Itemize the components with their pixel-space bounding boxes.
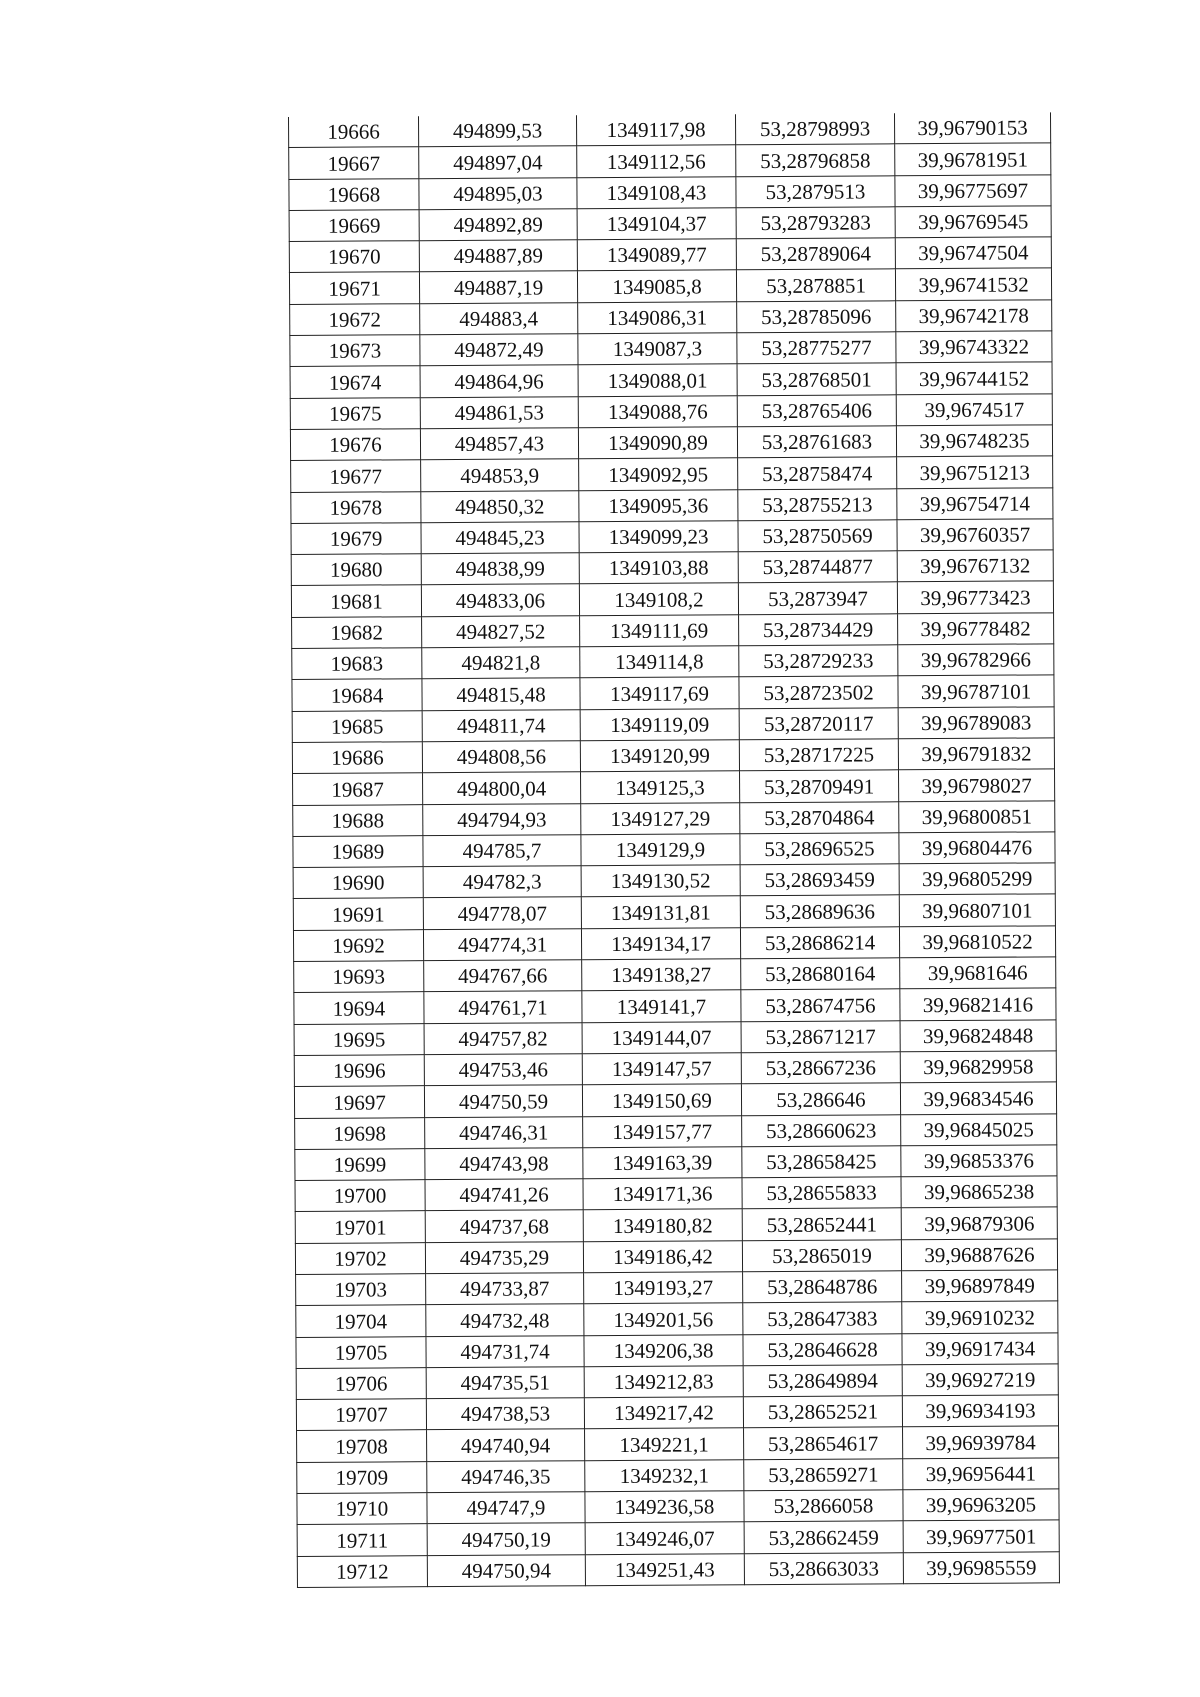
table-row: [289, 112, 1051, 147]
point-number-cell: 19673: [290, 335, 420, 367]
longitude-cell: 39,96760357: [897, 519, 1053, 551]
y-coordinate-cell: 1349236,58: [585, 1491, 744, 1523]
y-coordinate-cell: 1349147,57: [582, 1053, 741, 1085]
latitude-cell: 53,28686214: [740, 926, 899, 958]
latitude-cell: 53,28689636: [740, 895, 899, 927]
point-number-cell: 19685: [292, 710, 422, 742]
table-row: [296, 1332, 1058, 1368]
longitude-cell: 39,96865238: [901, 1176, 1057, 1208]
x-coordinate-cell: 494887,19: [419, 271, 577, 303]
point-number-cell: 19684: [292, 679, 422, 711]
latitude-cell: 53,28758474: [738, 457, 897, 489]
point-number-cell: 19682: [292, 616, 422, 648]
point-number-cell: 19671: [289, 272, 419, 304]
latitude-cell: 53,28655833: [742, 1177, 901, 1209]
x-coordinate-cell: 494897,04: [419, 146, 577, 178]
table-row: [296, 1301, 1058, 1337]
point-number-cell: 19674: [290, 366, 420, 398]
y-coordinate-cell: 1349119,09: [580, 708, 739, 740]
y-coordinate-cell: 1349157,77: [583, 1115, 742, 1147]
point-number-cell: 19696: [294, 1055, 424, 1087]
x-coordinate-cell: 494735,29: [425, 1241, 583, 1273]
y-coordinate-cell: 1349221,1: [585, 1428, 744, 1460]
x-coordinate-cell: 494750,94: [427, 1554, 585, 1586]
x-coordinate-cell: 494872,49: [420, 334, 578, 366]
latitude-cell: 53,28789064: [736, 238, 895, 270]
table-row: [296, 1270, 1058, 1306]
x-coordinate-cell: 494767,66: [424, 960, 582, 992]
longitude-cell: 39,96927219: [902, 1364, 1058, 1396]
latitude-cell: 53,28720117: [739, 707, 898, 739]
y-coordinate-cell: 1349095,36: [579, 489, 738, 521]
y-coordinate-cell: 1349163,39: [583, 1147, 742, 1179]
longitude-cell: 39,96985559: [903, 1551, 1059, 1583]
y-coordinate-cell: 1349103,88: [579, 552, 738, 584]
x-coordinate-cell: 494782,3: [423, 866, 581, 898]
point-number-cell: 19703: [296, 1274, 426, 1306]
latitude-cell: 53,28646628: [743, 1333, 902, 1365]
x-coordinate-cell: 494741,26: [425, 1179, 583, 1211]
longitude-cell: 39,9674517: [896, 394, 1052, 426]
latitude-cell: 53,28674756: [741, 989, 900, 1021]
x-coordinate-cell: 494750,59: [424, 1085, 582, 1117]
table-row: [291, 487, 1053, 523]
table-row: [292, 675, 1054, 711]
longitude-cell: 39,96834546: [900, 1082, 1056, 1114]
x-coordinate-cell: 494815,48: [422, 678, 580, 710]
longitude-cell: 39,96853376: [901, 1145, 1057, 1177]
point-number-cell: 19710: [297, 1493, 427, 1525]
y-coordinate-cell: 1349088,01: [578, 364, 737, 396]
latitude-cell: 53,28729233: [739, 645, 898, 677]
table-row: [294, 1082, 1056, 1118]
y-coordinate-cell: 1349232,1: [585, 1460, 744, 1492]
coordinates-table-body: [289, 112, 1060, 1587]
y-coordinate-cell: 1349117,98: [576, 114, 735, 146]
y-coordinate-cell: 1349246,07: [585, 1522, 744, 1554]
x-coordinate-cell: 494892,89: [419, 209, 577, 241]
point-number-cell: 19697: [294, 1086, 424, 1118]
table-row: [295, 1207, 1057, 1243]
x-coordinate-cell: 494811,74: [422, 709, 580, 741]
x-coordinate-cell: 494833,06: [421, 584, 579, 616]
latitude-cell: 53,28652441: [742, 1208, 901, 1240]
latitude-cell: 53,28765406: [737, 394, 896, 426]
longitude-cell: 39,96787101: [898, 675, 1054, 707]
latitude-cell: 53,28662459: [744, 1521, 903, 1553]
table-row: [294, 1051, 1056, 1087]
latitude-cell: 53,28659271: [744, 1459, 903, 1491]
longitude-cell: 39,96751213: [897, 456, 1053, 488]
table-row: [290, 394, 1052, 430]
latitude-cell: 53,28798993: [735, 113, 894, 145]
y-coordinate-cell: 1349090,89: [578, 427, 737, 459]
point-number-cell: 19694: [294, 992, 424, 1024]
latitude-cell: 53,28793283: [736, 207, 895, 239]
longitude-cell: 39,96800851: [899, 800, 1055, 832]
latitude-cell: 53,28667236: [741, 1052, 900, 1084]
longitude-cell: 39,96804476: [899, 832, 1055, 864]
y-coordinate-cell: 1349131,81: [581, 896, 740, 928]
longitude-cell: 39,96778482: [898, 613, 1054, 645]
table-row: [297, 1520, 1059, 1556]
latitude-cell: 53,28696525: [740, 833, 899, 865]
latitude-cell: 53,28671217: [741, 1020, 900, 1052]
table-row: [295, 1113, 1057, 1149]
y-coordinate-cell: 1349088,76: [578, 395, 737, 427]
longitude-cell: 39,96790153: [894, 112, 1050, 144]
longitude-cell: 39,96805299: [899, 863, 1055, 895]
longitude-cell: 39,96798027: [899, 769, 1055, 801]
longitude-cell: 39,96810522: [899, 926, 1055, 958]
x-coordinate-cell: 494774,31: [423, 928, 581, 960]
x-coordinate-cell: 494853,9: [421, 459, 579, 491]
longitude-cell: 39,96934193: [902, 1395, 1058, 1427]
point-number-cell: 19698: [295, 1117, 425, 1149]
latitude-cell: 53,28768501: [737, 363, 896, 395]
table-row: [294, 988, 1056, 1024]
latitude-cell: 53,2873947: [738, 582, 897, 614]
table-row: [291, 581, 1053, 617]
table-row: [293, 832, 1055, 868]
point-number-cell: 19702: [295, 1242, 425, 1274]
y-coordinate-cell: 1349125,3: [581, 771, 740, 803]
x-coordinate-cell: 494827,52: [422, 615, 580, 647]
y-coordinate-cell: 1349130,52: [581, 865, 740, 897]
point-number-cell: 19677: [291, 460, 421, 492]
longitude-cell: 39,96775697: [895, 174, 1051, 206]
point-number-cell: 19704: [296, 1305, 426, 1337]
longitude-cell: 39,96821416: [900, 988, 1056, 1020]
table-row: [297, 1551, 1059, 1587]
latitude-cell: 53,28704864: [740, 801, 899, 833]
latitude-cell: 53,28750569: [738, 520, 897, 552]
x-coordinate-cell: 494746,35: [427, 1460, 585, 1492]
x-coordinate-cell: 494845,23: [421, 522, 579, 554]
x-coordinate-cell: 494757,82: [424, 1022, 582, 1054]
latitude-cell: 53,2865019: [742, 1239, 901, 1271]
longitude-cell: 39,96741532: [895, 268, 1051, 300]
longitude-cell: 39,96807101: [899, 894, 1055, 926]
x-coordinate-cell: 494785,7: [423, 835, 581, 867]
x-coordinate-cell: 494747,9: [427, 1492, 585, 1524]
point-number-cell: 19670: [289, 241, 419, 273]
latitude-cell: 53,28755213: [738, 488, 897, 520]
y-coordinate-cell: 1349141,7: [582, 990, 741, 1022]
x-coordinate-cell: 494743,98: [425, 1148, 583, 1180]
y-coordinate-cell: 1349129,9: [581, 834, 740, 866]
table-row: [289, 206, 1051, 242]
latitude-cell: 53,28652521: [743, 1396, 902, 1428]
y-coordinate-cell: 1349138,27: [582, 959, 741, 991]
latitude-cell: 53,28647383: [743, 1302, 902, 1334]
latitude-cell: 53,2879513: [736, 175, 895, 207]
table-row: [292, 644, 1054, 680]
table-row: [295, 1145, 1057, 1181]
x-coordinate-cell: 494732,48: [426, 1304, 584, 1336]
y-coordinate-cell: 1349134,17: [581, 927, 740, 959]
y-coordinate-cell: 1349114,8: [580, 646, 739, 678]
longitude-cell: 39,96782966: [898, 644, 1054, 676]
point-number-cell: 19705: [296, 1336, 426, 1368]
y-coordinate-cell: 1349201,56: [584, 1303, 743, 1335]
longitude-cell: 39,96829958: [900, 1051, 1056, 1083]
point-number-cell: 19683: [292, 648, 422, 680]
longitude-cell: 39,96963205: [903, 1489, 1059, 1521]
y-coordinate-cell: 1349186,42: [583, 1240, 742, 1272]
point-number-cell: 19666: [289, 116, 419, 148]
table-row: [290, 425, 1052, 461]
table-row: [293, 800, 1055, 836]
table-row: [297, 1458, 1059, 1494]
latitude-cell: 53,28693459: [740, 864, 899, 896]
table-row: [293, 863, 1055, 899]
y-coordinate-cell: 1349085,8: [577, 270, 736, 302]
point-number-cell: 19706: [296, 1368, 426, 1400]
x-coordinate-cell: 494733,87: [426, 1273, 584, 1305]
table-row: [293, 769, 1055, 805]
longitude-cell: 39,96917434: [902, 1332, 1058, 1364]
longitude-cell: 39,96769545: [895, 206, 1051, 238]
longitude-cell: 39,96743322: [896, 331, 1052, 363]
table-row: [290, 331, 1052, 367]
x-coordinate-cell: 494899,53: [418, 115, 576, 147]
point-number-cell: 19672: [290, 303, 420, 335]
table-row: [289, 237, 1051, 273]
x-coordinate-cell: 494838,99: [421, 553, 579, 585]
latitude-cell: 53,28761683: [737, 426, 896, 458]
latitude-cell: 53,28796858: [736, 144, 895, 176]
y-coordinate-cell: 1349086,31: [578, 302, 737, 334]
table-row: [292, 738, 1054, 774]
longitude-cell: 39,96910232: [902, 1301, 1058, 1333]
y-coordinate-cell: 1349099,23: [579, 521, 738, 553]
y-coordinate-cell: 1349108,43: [577, 176, 736, 208]
table-row: [296, 1395, 1058, 1431]
y-coordinate-cell: 1349206,38: [584, 1334, 743, 1366]
coordinates-table: [288, 112, 1060, 1588]
x-coordinate-cell: 494887,89: [419, 240, 577, 272]
latitude-cell: 53,2878851: [736, 269, 895, 301]
table-row: [291, 550, 1053, 586]
y-coordinate-cell: 1349144,07: [582, 1021, 741, 1053]
longitude-cell: 39,96897849: [902, 1270, 1058, 1302]
y-coordinate-cell: 1349087,3: [578, 333, 737, 365]
x-coordinate-cell: 494735,51: [426, 1367, 584, 1399]
latitude-cell: 53,28680164: [741, 958, 900, 990]
x-coordinate-cell: 494740,94: [427, 1429, 585, 1461]
longitude-cell: 39,96879306: [901, 1207, 1057, 1239]
latitude-cell: 53,28649894: [743, 1365, 902, 1397]
table-row: [295, 1176, 1057, 1212]
table-row: [289, 268, 1051, 304]
y-coordinate-cell: 1349217,42: [584, 1397, 743, 1429]
table-row: [297, 1489, 1059, 1525]
point-number-cell: 19708: [297, 1430, 427, 1462]
point-number-cell: 19667: [289, 147, 419, 179]
table-row: [291, 519, 1053, 555]
longitude-cell: 39,96939784: [903, 1426, 1059, 1458]
x-coordinate-cell: 494794,93: [423, 803, 581, 835]
point-number-cell: 19679: [291, 523, 421, 555]
table-row: [291, 456, 1053, 492]
y-coordinate-cell: 1349108,2: [579, 583, 738, 615]
point-number-cell: 19690: [293, 867, 423, 899]
longitude-cell: 39,96887626: [901, 1239, 1057, 1271]
x-coordinate-cell: 494746,31: [425, 1116, 583, 1148]
y-coordinate-cell: 1349111,69: [580, 615, 739, 647]
point-number-cell: 19669: [289, 210, 419, 242]
y-coordinate-cell: 1349180,82: [583, 1209, 742, 1241]
latitude-cell: 53,28663033: [744, 1552, 903, 1584]
latitude-cell: 53,28660623: [742, 1114, 901, 1146]
x-coordinate-cell: 494850,32: [421, 490, 579, 522]
point-number-cell: 19686: [292, 742, 422, 774]
table-row: [290, 300, 1052, 336]
table-row: [289, 174, 1051, 210]
point-number-cell: 19693: [294, 961, 424, 993]
x-coordinate-cell: 494800,04: [423, 772, 581, 804]
point-number-cell: 19695: [294, 1023, 424, 1055]
y-coordinate-cell: 1349212,83: [584, 1366, 743, 1398]
point-number-cell: 19675: [290, 397, 420, 429]
longitude-cell: 39,96754714: [897, 487, 1053, 519]
x-coordinate-cell: 494731,74: [426, 1335, 584, 1367]
latitude-cell: 53,28723502: [739, 676, 898, 708]
y-coordinate-cell: 1349117,69: [580, 677, 739, 709]
point-number-cell: 19707: [296, 1399, 426, 1431]
point-number-cell: 19700: [295, 1180, 425, 1212]
latitude-cell: 53,28785096: [737, 301, 896, 333]
table-row: [296, 1364, 1058, 1400]
latitude-cell: 53,28658425: [742, 1146, 901, 1178]
latitude-cell: 53,28775277: [737, 332, 896, 364]
latitude-cell: 53,2866058: [744, 1490, 903, 1522]
latitude-cell: 53,28648786: [743, 1271, 902, 1303]
y-coordinate-cell: 1349171,36: [583, 1178, 742, 1210]
point-number-cell: 19668: [289, 178, 419, 210]
point-number-cell: 19691: [293, 898, 423, 930]
longitude-cell: 39,96747504: [895, 237, 1051, 269]
table-row: [292, 613, 1054, 649]
point-number-cell: 19676: [290, 429, 420, 461]
latitude-cell: 53,28717225: [739, 739, 898, 771]
x-coordinate-cell: 494750,19: [427, 1523, 585, 1555]
x-coordinate-cell: 494861,53: [420, 396, 578, 428]
table-row: [295, 1239, 1057, 1275]
table-row: [289, 143, 1051, 179]
longitude-cell: 39,96748235: [896, 425, 1052, 457]
point-number-cell: 19701: [295, 1211, 425, 1243]
point-number-cell: 19678: [291, 491, 421, 523]
point-number-cell: 19699: [295, 1148, 425, 1180]
x-coordinate-cell: 494883,4: [420, 303, 578, 335]
x-coordinate-cell: 494821,8: [422, 647, 580, 679]
y-coordinate-cell: 1349150,69: [582, 1084, 741, 1116]
longitude-cell: 39,96744152: [896, 362, 1052, 394]
y-coordinate-cell: 1349127,29: [581, 802, 740, 834]
table-row: [292, 706, 1054, 742]
x-coordinate-cell: 494737,68: [425, 1210, 583, 1242]
longitude-cell: 39,96977501: [903, 1520, 1059, 1552]
point-number-cell: 19692: [293, 929, 423, 961]
x-coordinate-cell: 494753,46: [424, 1054, 582, 1086]
y-coordinate-cell: 1349120,99: [580, 740, 739, 772]
x-coordinate-cell: 494808,56: [422, 741, 580, 773]
x-coordinate-cell: 494778,07: [423, 897, 581, 929]
longitude-cell: 39,96781951: [895, 143, 1051, 175]
longitude-cell: 39,96767132: [897, 550, 1053, 582]
point-number-cell: 19681: [291, 585, 421, 617]
table-row: [297, 1426, 1059, 1462]
longitude-cell: 39,96845025: [901, 1113, 1057, 1145]
x-coordinate-cell: 494895,03: [419, 177, 577, 209]
x-coordinate-cell: 494864,96: [420, 365, 578, 397]
y-coordinate-cell: 1349104,37: [577, 208, 736, 240]
point-number-cell: 19711: [297, 1524, 427, 1556]
longitude-cell: 39,96742178: [896, 300, 1052, 332]
latitude-cell: 53,28654617: [744, 1427, 903, 1459]
x-coordinate-cell: 494857,43: [420, 428, 578, 460]
table-row: [293, 894, 1055, 930]
point-number-cell: 19712: [297, 1555, 427, 1587]
latitude-cell: 53,286646: [741, 1083, 900, 1115]
table-row: [290, 362, 1052, 398]
y-coordinate-cell: 1349251,43: [585, 1553, 744, 1585]
table-row: [294, 1019, 1056, 1055]
point-number-cell: 19687: [293, 773, 423, 805]
point-number-cell: 19688: [293, 804, 423, 836]
longitude-cell: 39,96824848: [900, 1019, 1056, 1051]
y-coordinate-cell: 1349089,77: [577, 239, 736, 271]
latitude-cell: 53,28709491: [740, 770, 899, 802]
point-number-cell: 19680: [291, 554, 421, 586]
table-row: [294, 957, 1056, 993]
longitude-cell: 39,96773423: [897, 581, 1053, 613]
y-coordinate-cell: 1349092,95: [579, 458, 738, 490]
longitude-cell: 39,9681646: [900, 957, 1056, 989]
latitude-cell: 53,28744877: [738, 551, 897, 583]
x-coordinate-cell: 494761,71: [424, 991, 582, 1023]
y-coordinate-cell: 1349193,27: [584, 1272, 743, 1304]
longitude-cell: 39,96789083: [898, 706, 1054, 738]
longitude-cell: 39,96956441: [903, 1458, 1059, 1490]
x-coordinate-cell: 494738,53: [426, 1398, 584, 1430]
table-row: [293, 926, 1055, 962]
point-number-cell: 19689: [293, 836, 423, 868]
y-coordinate-cell: 1349112,56: [577, 145, 736, 177]
point-number-cell: 19709: [297, 1461, 427, 1493]
latitude-cell: 53,28734429: [739, 614, 898, 646]
longitude-cell: 39,96791832: [898, 738, 1054, 770]
